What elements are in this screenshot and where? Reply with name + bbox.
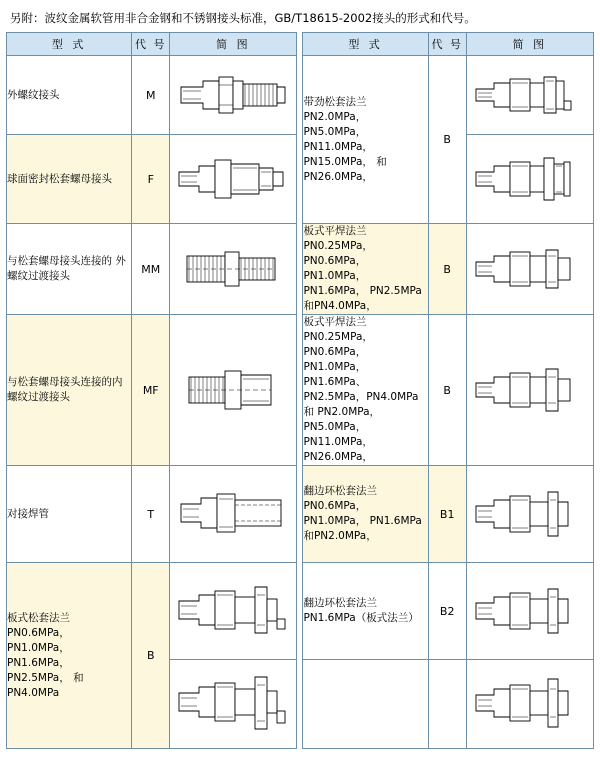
plate-weld-flange-1-icon [470, 236, 590, 302]
male-thread-connector-icon [173, 65, 293, 125]
header-code-right: 代 号 [428, 33, 466, 56]
plate-weld-flange-2-icon [470, 355, 590, 425]
table-row [7, 563, 594, 660]
right-row-0-code: B [428, 56, 466, 224]
right-row-4-label-continued [303, 660, 428, 749]
right-row-0-figure-b [466, 135, 593, 224]
table-row [7, 224, 594, 315]
left-row-0-code: M [132, 56, 170, 135]
left-row-4-figure [170, 466, 297, 563]
right-row-4-label: 翻边环松套法兰 PN1.6MPa（板式法兰） [303, 563, 428, 660]
left-row-2-figure [170, 224, 297, 315]
right-row-4-figure [466, 563, 593, 660]
plate-loose-flange-1-icon [173, 571, 293, 651]
right-row-0-label: 带劲松套法兰 PN2.0MPa，PN5.0MPa， PN11.0MPa，PN15.0MPa， 和PN26.0MPa， [303, 56, 428, 224]
left-row-3-code: MF [132, 315, 170, 466]
right-row-4-code-continued [428, 660, 466, 749]
lap-joint-flange-2b-icon [470, 665, 590, 743]
left-row-1-label: 球面密封松套螺母接头 [7, 135, 132, 224]
left-row-0-label: 外螺纹接头 [7, 56, 132, 135]
page-title: 另附：波纹金属软管用非合金钢和不锈钢接头标准，GB/T18615-2002接头的形式和代号。 [10, 11, 476, 25]
header-type-right: 型 式 [303, 33, 428, 56]
left-row-5-figure-b [170, 660, 297, 749]
male-transition-connector-icon [173, 236, 293, 302]
header-code-left: 代 号 [132, 33, 170, 56]
lap-joint-flange-1-icon [470, 478, 590, 550]
right-row-3-label: 翻边环松套法兰 PN0.6MPa，PN1.0MPa， PN1.6MPa和PN2.0MPa， [303, 466, 428, 563]
right-row-1-label: 板式平焊法兰 PN0.25MPa，PN0.6MPa， PN1.0MPa，PN1.6MPa， PN2.5MPa和PN4.0MPa， [303, 224, 428, 315]
table-row [7, 135, 594, 224]
ribbed-loose-flange-1-icon [470, 65, 590, 125]
left-row-1-code: F [132, 135, 170, 224]
butt-weld-pipe-icon [173, 478, 293, 550]
right-row-0-figure-a [466, 56, 593, 135]
spherical-seal-union-nut-icon [173, 146, 293, 212]
left-row-5-label: 板式松套法兰 PN0.6MPa，PN1.0MPa， PN1.6MPa，PN2.5MPa， 和PN4.0MPa [7, 563, 132, 749]
header-figure-left: 简 图 [170, 33, 297, 56]
left-row-5-figure-a [170, 563, 297, 660]
right-row-4-figure-continued [466, 660, 593, 749]
left-row-5-code: B [132, 563, 170, 749]
right-row-1-figure [466, 224, 593, 315]
ribbed-loose-flange-2-icon [470, 146, 590, 212]
table-row [7, 315, 594, 466]
column-gap [297, 135, 303, 224]
header-type-left: 型 式 [7, 33, 132, 56]
right-row-2-code: B [428, 315, 466, 466]
right-row-3-code: B1 [428, 466, 466, 563]
female-transition-connector-icon [173, 355, 293, 425]
left-row-4-label: 对接焊管 [7, 466, 132, 563]
table-header-row [7, 33, 594, 56]
table-row [7, 466, 594, 563]
lap-joint-flange-2-icon [470, 571, 590, 651]
right-row-3-figure [466, 466, 593, 563]
right-row-2-label: 板式平焊法兰 PN0.25MPa，PN0.6MPa， PN1.0MPa，PN1.6MPa、 PN2.5MPa，PN4.0MPa和 PN2.0MPa，PN5.0MPa， PN11.0MPa，PN26.0MPa， [303, 315, 428, 466]
left-row-3-label: 与松套螺母接头连接的内 螺纹过渡接头 [7, 315, 132, 466]
left-row-4-code: T [132, 466, 170, 563]
left-row-3-figure [170, 315, 297, 466]
right-row-2-figure [466, 315, 593, 466]
plate-loose-flange-2-icon [173, 665, 293, 743]
fittings-table [6, 32, 594, 749]
right-row-4-code: B2 [428, 563, 466, 660]
left-row-2-code: MM [132, 224, 170, 315]
header-figure-right: 简 图 [466, 33, 593, 56]
left-row-2-label: 与松套螺母接头连接的 外螺纹过渡接头 [7, 224, 132, 315]
left-row-0-figure [170, 56, 297, 135]
table-row [7, 56, 594, 135]
left-row-1-figure [170, 135, 297, 224]
right-row-1-code: B [428, 224, 466, 315]
